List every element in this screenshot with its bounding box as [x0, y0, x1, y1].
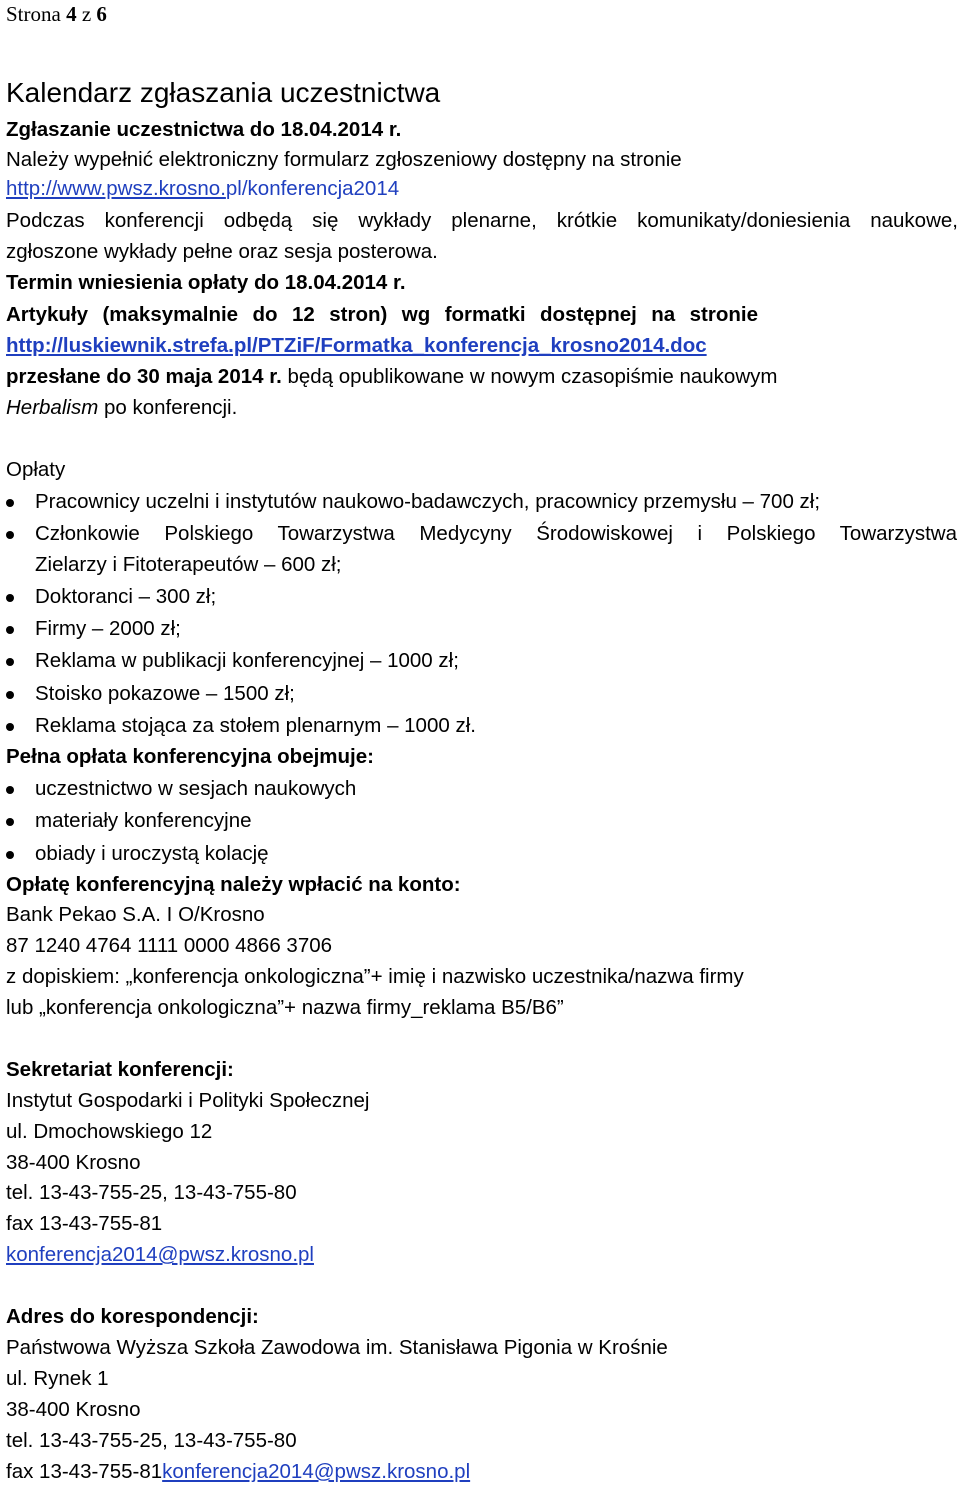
journal-name: Herbalism — [6, 396, 99, 419]
articles-line — [6, 302, 758, 328]
page-total: 6 — [96, 2, 107, 26]
secretariat-city: 38-400 Krosno — [6, 1151, 141, 1174]
program-line-2: zgłoszone wykłady pełne oraz sesja posterowa. — [6, 240, 438, 263]
journal-line — [6, 395, 237, 421]
bullet-icon — [6, 658, 14, 666]
bullet-icon — [6, 626, 14, 634]
journal-after: po konferencji. — [98, 396, 238, 419]
registration-deadline: Zgłaszanie uczestnictwa do 18.04.2014 r. — [6, 118, 402, 141]
section-title: Kalendarz zgłaszania uczestnictwa — [6, 77, 441, 108]
payment-note-1: z dopiskiem: „konferencja onkologiczna”+ imię i nazwisko uczestnika/nazwa firmy — [6, 965, 744, 988]
payment-heading: Opłatę konferencyjną należy wpłacić na konto: — [6, 873, 461, 896]
fee-item-text: Doktoranci – 300 zł; — [35, 585, 217, 608]
bullet-icon — [6, 691, 14, 699]
form-link-part2[interactable]: pl/konferencja2014 — [225, 177, 400, 200]
includes-heading: Pełna opłata konferencyjna obejmuje: — [6, 745, 374, 768]
correspondence-institution: Państwowa Wyższa Szkoła Zawodowa im. Stanisława Pigonia w Krośnie — [6, 1336, 668, 1359]
secretariat-email-row[interactable] — [6, 1242, 314, 1268]
include-item-text: obiady i uroczystą kolację — [35, 842, 269, 865]
include-item-text: materiały konferencyjne — [35, 809, 252, 832]
bullet-icon — [6, 594, 14, 602]
payment-note-2: lub „konferencja onkologiczna”+ nazwa firmy_reklama B5/B6” — [6, 996, 564, 1019]
fee-item-text: Firmy – 2000 zł; — [35, 617, 181, 640]
secretariat-fax: fax 13-43-755-81 — [6, 1212, 163, 1235]
correspondence-fax-row — [6, 1459, 470, 1485]
form-link-part1[interactable]: http://www.pwsz.krosno. — [6, 177, 226, 200]
correspondence-heading: Adres do korespondencji: — [6, 1305, 259, 1328]
program-line-1 — [6, 208, 958, 234]
articles-link-text[interactable]: http://luskiewnik.strefa.pl/PTZiF/Formatka_konferencja_krosno2014.doc — [6, 334, 707, 357]
articles-line-text: Artykuły (maksymalnie do 12 stron) wg formatki dostępnej na stronie — [6, 303, 758, 326]
fee-item-text: Reklama stojąca za stołem plenarnym – 1000 zł. — [35, 714, 476, 737]
fee-item-text: Członkowie Polskiego Towarzystwa Medycyny Środowiskowej i Polskiego Towarzystwa — [35, 522, 957, 545]
articles-publish-line — [6, 364, 777, 390]
secretariat-heading: Sekretariat konferencji: — [6, 1058, 234, 1081]
secretariat-phone: tel. 13-43-755-25, 13-43-755-80 — [6, 1181, 297, 1204]
articles-sent: przesłane do 30 maja 2014 r. — [6, 365, 282, 388]
page-sep: z — [76, 2, 97, 26]
articles-publish: będą opublikowane w nowym czasopiśmie naukowym — [281, 365, 778, 388]
bank-name: Bank Pekao S.A. I O/Krosno — [6, 903, 265, 926]
bullet-icon — [6, 786, 14, 794]
program-line-1-text: Podczas konferencji odbędą się wykłady plenarne, krótkie komunikaty/doniesienia naukowe, — [6, 209, 958, 232]
bullet-icon — [6, 723, 14, 731]
correspondence-fax: fax 13-43-755-81 — [6, 1460, 163, 1483]
correspondence-street: ul. Rynek 1 — [6, 1367, 109, 1390]
fee-item-text: Reklama w publikacji konferencyjnej – 1000 zł; — [35, 649, 459, 672]
fee-deadline: Termin wniesienia opłaty do 18.04.2014 r. — [6, 271, 406, 294]
form-text: Należy wypełnić elektroniczny formularz zgłoszeniowy dostępny na stronie — [6, 148, 682, 171]
fees-heading: Opłaty — [6, 458, 66, 481]
correspondence-email-link[interactable]: konferencja2014@pwsz.krosno.pl — [162, 1460, 471, 1483]
articles-link[interactable] — [6, 333, 707, 359]
page-prefix: Strona — [6, 2, 67, 26]
bullet-icon — [6, 499, 14, 507]
account-number: 87 1240 4764 1111 0000 4866 3706 — [6, 934, 333, 957]
bullet-icon — [6, 531, 14, 539]
secretariat-email-link[interactable]: konferencja2014@pwsz.krosno.pl — [6, 1243, 314, 1266]
include-item-text: uczestnictwo w sesjach naukowych — [35, 777, 357, 800]
secretariat-street: ul. Dmochowskiego 12 — [6, 1120, 213, 1143]
bullet-icon — [6, 818, 14, 826]
bullet-icon — [6, 851, 14, 859]
form-link[interactable] — [6, 176, 399, 202]
fee-item-text: Zielarzy i Fitoterapeutów – 600 zł; — [35, 553, 342, 576]
correspondence-city: 38-400 Krosno — [6, 1398, 141, 1421]
page-current: 4 — [66, 2, 77, 26]
correspondence-phone: tel. 13-43-755-25, 13-43-755-80 — [6, 1429, 297, 1452]
secretariat-institution: Instytut Gospodarki i Polityki Społecznej — [6, 1089, 370, 1112]
fee-item-text: Stoisko pokazowe – 1500 zł; — [35, 682, 295, 705]
fee-item-text: Pracownicy uczelni i instytutów naukowo-badawczych, pracownicy przemysłu – 700 zł; — [35, 490, 821, 513]
page-number — [6, 1, 107, 27]
